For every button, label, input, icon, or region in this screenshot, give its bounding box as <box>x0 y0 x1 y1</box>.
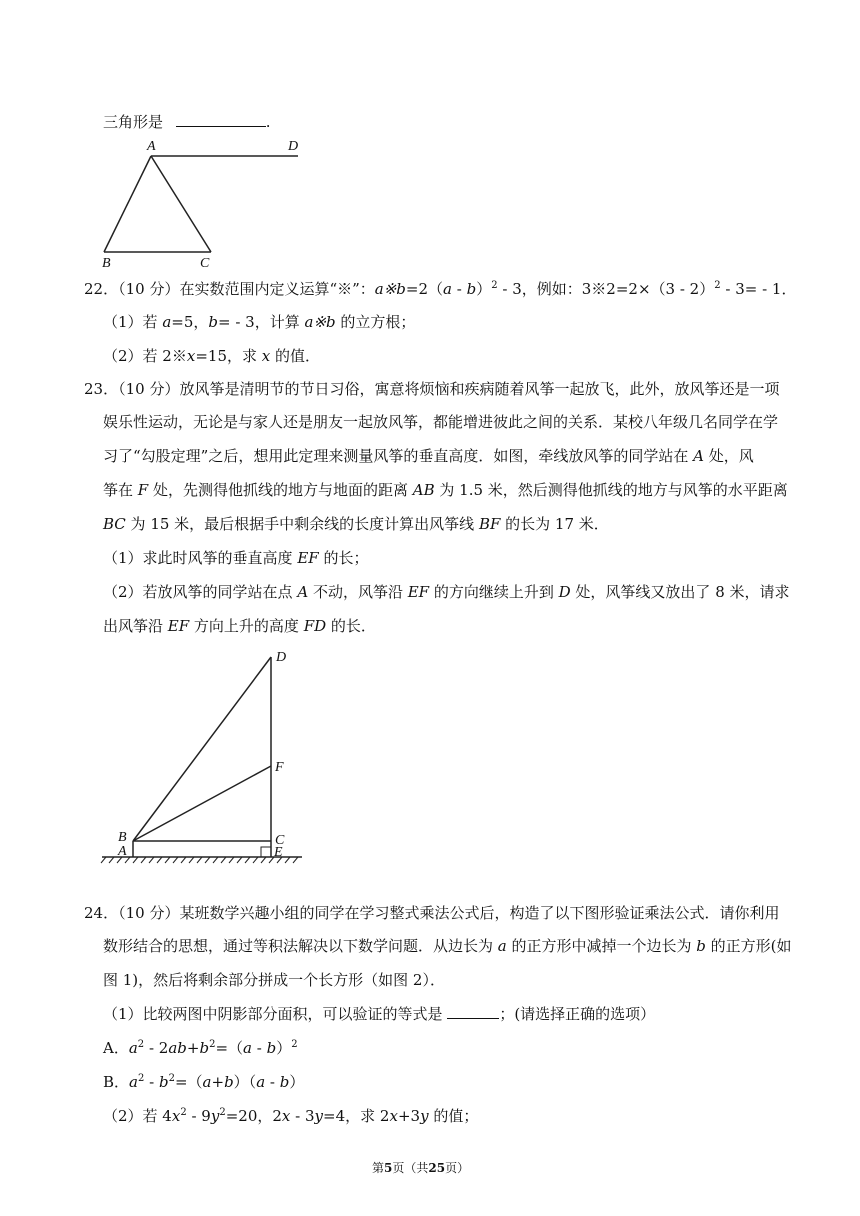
option-a-text: - 2 <box>144 1039 169 1057</box>
q24-line2 <box>103 936 792 956</box>
label-D: D <box>288 139 299 154</box>
q23-p3-text: 的长． <box>326 617 376 635</box>
q24-line1 <box>84 903 779 923</box>
option-a-exp: 2 <box>137 1039 145 1050</box>
q23-line1 <box>84 379 779 399</box>
q24-p2-text: =4，求 2 <box>323 1107 390 1125</box>
q23-p2-text: 处，风筝线又放出了 8 米，请求 <box>570 583 790 601</box>
q24-option-b <box>103 1072 304 1092</box>
label-B: B <box>102 256 111 271</box>
q23-text: 娱乐性运动，无论是与家人还是朋友一起放风筝，都能增进彼此之间的关系．某校八年级几名同学在学 <box>103 413 779 431</box>
q23-text: 为 15 米，最后根据手中剩余线的长度计算出风筝线 <box>125 515 479 533</box>
option-b-label: B． <box>103 1073 130 1091</box>
q22-p2-text: 的值． <box>270 347 321 365</box>
q24-line3 <box>103 970 445 990</box>
q23-text: 处，先测得他抓线的地方与地面的距离 <box>148 481 413 499</box>
option-b-var: b <box>279 1073 290 1091</box>
q22-p1-text: =5， <box>171 313 209 331</box>
q24-p1-text: （1）比较两图中阴影部分面积，可以验证的等式是 <box>103 1005 448 1023</box>
q24-p2-var: x <box>171 1107 181 1125</box>
q23-p2-text: 不动，风筝沿 <box>308 583 408 601</box>
q23-text: 的长为 17 米． <box>500 515 609 533</box>
q23-text: 放风筝是清明节的节日习俗，寓意将烦恼和疾病随着风筝一起放飞，此外，放风筝还是一项 <box>179 380 780 398</box>
q22-score: （10 分） <box>118 280 180 298</box>
q24-number: 24． <box>84 904 119 922</box>
footer-text: 第 <box>372 1161 385 1175</box>
option-b-text: ） <box>289 1073 305 1091</box>
label-A: A <box>147 139 156 154</box>
option-a-var: b <box>199 1039 210 1057</box>
option-a-var: a <box>243 1039 252 1057</box>
q23-p1-var: EF <box>297 549 319 567</box>
q24-p2-text: =20，2 <box>225 1107 282 1125</box>
option-a-var: b <box>266 1039 277 1057</box>
q21-tail-text: 三角形是 <box>103 113 164 131</box>
q21-triangle-figure <box>98 136 313 271</box>
label-B: B <box>118 830 127 845</box>
q23-p3-text: 方向上升的高度 <box>189 617 304 635</box>
q22-p1-var: a <box>162 313 172 331</box>
q24-answer-blank[interactable] <box>447 1004 499 1019</box>
q24-p2-var: x <box>389 1107 398 1125</box>
q24-p2-text: - 9 <box>186 1107 211 1125</box>
page-number: 5 <box>384 1161 393 1175</box>
option-b-text: - <box>144 1073 159 1091</box>
q23-p3-var: FD <box>303 617 327 635</box>
q24-text: 某班数学兴趣小组的同学在学习整式乘法公式后，构造了以下图形验证乘法公式．请你利用 <box>179 904 780 922</box>
q21-answer-blank[interactable] <box>176 112 266 127</box>
q23-var: BF <box>478 515 501 533</box>
q23-line5 <box>103 514 609 534</box>
option-b-exp: 2 <box>168 1073 175 1084</box>
option-b-text: =（ <box>174 1073 203 1091</box>
q22-exp: 2 <box>714 280 721 291</box>
q22-var: a <box>443 280 452 298</box>
option-a-exp: 2 <box>209 1039 216 1050</box>
q24-p2-var: y <box>420 1107 429 1125</box>
q22-op: a※b <box>374 280 406 298</box>
q23-p2-var: A <box>297 583 309 601</box>
q22-p1-text: （1）若 <box>103 313 163 331</box>
option-a-text: - <box>251 1039 267 1057</box>
option-a-var: ab <box>168 1039 187 1057</box>
q24-p2-var: x <box>281 1107 291 1125</box>
q24-text: 数形结合的思想，通过等积法解决以下数学问题．从边长为 <box>103 937 498 955</box>
q24-var: a <box>497 937 507 955</box>
q22-text: - 3= - 1． <box>720 280 797 298</box>
option-b-var: b <box>158 1073 169 1091</box>
option-b-text: - <box>265 1073 280 1091</box>
q23-p1-text: （1）求此时风筝的垂直高度 <box>103 549 298 567</box>
option-b-var: a <box>129 1073 138 1091</box>
q23-p2-var: EF <box>407 583 430 601</box>
q23-part2 <box>103 582 790 602</box>
q22-exp: 2 <box>491 280 498 291</box>
q24-p2-exp: 2 <box>219 1107 226 1118</box>
label-F: F <box>275 760 284 775</box>
q22-text: 在实数范围内定义运算“※”： <box>179 280 375 298</box>
option-b-var: b <box>224 1073 234 1091</box>
option-a-text: =（ <box>215 1039 244 1057</box>
option-b-var: a <box>256 1073 266 1091</box>
q23-text: 习了“勾股定理”之后，想用此定理来测量风筝的垂直高度．如图，牵线放风筝的同学站在 <box>103 447 694 465</box>
option-b-text: ）（ <box>233 1073 257 1091</box>
page-footer <box>372 1158 469 1178</box>
q22-text: - 3，例如：3※2=2×（3 - 2） <box>497 280 715 298</box>
q23-kite-figure <box>100 645 310 865</box>
label-A: A <box>118 844 127 859</box>
q22-p2-var: x <box>186 347 196 365</box>
q23-var: F <box>137 481 149 499</box>
q24-p2-exp: 2 <box>180 1107 187 1118</box>
q23-p2-text: （2）若放风筝的同学站在点 <box>103 583 298 601</box>
option-b-var: a <box>202 1073 212 1091</box>
q23-line4 <box>103 480 788 500</box>
q23-line3 <box>103 446 754 466</box>
segment-BF <box>133 766 271 841</box>
q24-text: 图 1)，然后将剩余部分拼成一个长方形（如图 2）． <box>103 971 445 989</box>
label-C: C <box>275 833 285 848</box>
q23-var: BC <box>103 515 126 533</box>
q23-text: 处，风 <box>703 447 754 465</box>
q22-p1-op: a※b <box>304 313 336 331</box>
q24-p2-text: - 3 <box>290 1107 315 1125</box>
q23-var: AB <box>412 481 435 499</box>
q24-p2-text: +3 <box>397 1107 421 1125</box>
q22-p2-var: x <box>261 347 271 365</box>
q24-score: （10 分） <box>118 904 180 922</box>
q22-number: 22． <box>84 280 119 298</box>
q23-var: A <box>693 447 704 465</box>
q23-score: （10 分） <box>118 380 180 398</box>
q22-p1-var: b <box>208 313 218 331</box>
q24-p1-text: ；(请选择正确的选项） <box>499 1005 656 1023</box>
q24-option-a <box>103 1038 298 1058</box>
q22-text: =2（ <box>405 280 444 298</box>
q24-text: 的正方形中减掉一个边长为 <box>506 937 697 955</box>
option-a-var: a <box>128 1039 138 1057</box>
q24-part1 <box>103 1004 655 1024</box>
q23-text: 为 1.5 米，然后测得他抓线的地方与风筝的水平距离 <box>434 481 788 499</box>
q22-p1-text: = - 3，计算 <box>218 313 305 331</box>
option-a-text: ） <box>276 1039 292 1057</box>
q23-p2-var: D <box>558 583 571 601</box>
q23-part2-cont <box>103 616 376 636</box>
q23-text: 筝在 <box>103 481 138 499</box>
q22-part1 <box>103 312 415 332</box>
label-D: D <box>276 650 287 665</box>
q23-p2-text: 的方向继续上升到 <box>429 583 559 601</box>
total-pages: 25 <box>428 1161 446 1175</box>
ground-hatching <box>101 857 298 863</box>
q22-p2-text: （2）若 2※ <box>103 347 187 365</box>
q23-p3-text: 出风筝沿 <box>103 617 168 635</box>
option-a-text: + <box>186 1039 200 1057</box>
q23-p1-text: 的长； <box>318 549 369 567</box>
q22-p2-text: =15，求 <box>195 347 262 365</box>
q24-p2-var: y <box>210 1107 220 1125</box>
q24-text: 的正方形(如 <box>705 937 792 955</box>
option-a-label: A． <box>103 1039 129 1057</box>
option-b-exp: 2 <box>137 1073 145 1084</box>
q23-line2 <box>103 412 778 432</box>
q24-var: b <box>696 937 706 955</box>
q22-stem <box>84 279 796 299</box>
q22-var: b <box>466 280 477 298</box>
q23-p3-var: EF <box>167 617 190 635</box>
label-C: C <box>200 256 210 271</box>
label-E: E <box>274 845 283 860</box>
q21-period: . <box>265 113 271 131</box>
q24-p2-text: （2）若 4 <box>103 1107 172 1125</box>
q23-part1 <box>103 548 368 568</box>
q21-tail-line <box>103 112 271 132</box>
q24-p2-text: 的值； <box>428 1107 479 1125</box>
q22-part2 <box>103 346 320 366</box>
q22-p1-text: 的立方根； <box>335 313 416 331</box>
segment-AB <box>104 156 151 252</box>
segment-AC <box>151 156 211 252</box>
footer-text: 页） <box>445 1161 470 1175</box>
q22-text: ） <box>476 280 492 298</box>
q22-text: - <box>452 280 467 298</box>
segment-BD <box>133 657 271 841</box>
q24-p2-var: y <box>314 1107 324 1125</box>
footer-text: 页（共 <box>392 1161 429 1175</box>
q23-number: 23． <box>84 380 119 398</box>
option-b-text: + <box>211 1073 225 1091</box>
right-angle-mark <box>261 847 271 857</box>
option-a-exp: 2 <box>291 1039 298 1050</box>
q24-part2 <box>103 1106 478 1126</box>
